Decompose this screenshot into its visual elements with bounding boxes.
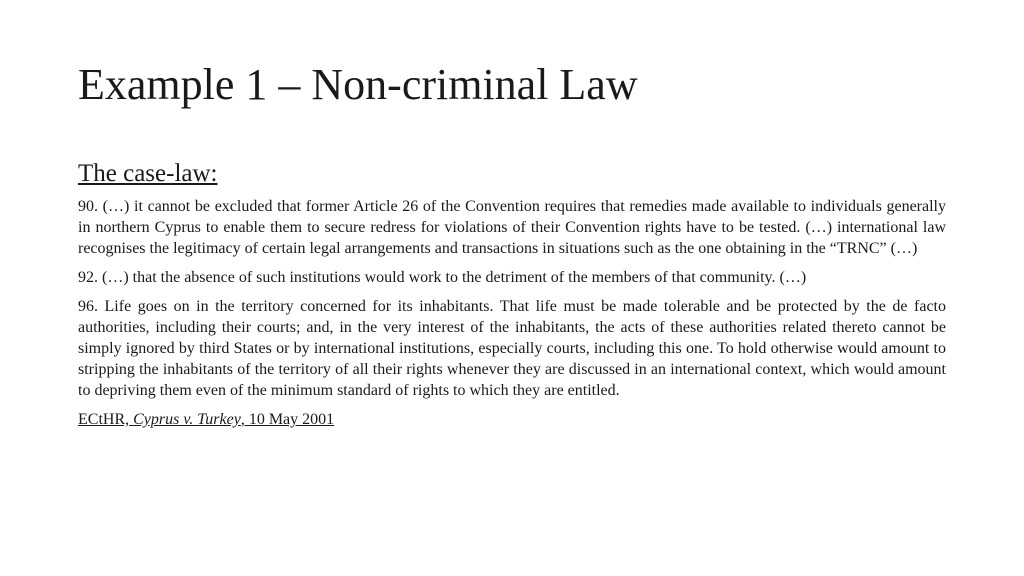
slide-content (78, 158, 946, 430)
citation-court: ECtHR, (78, 411, 134, 428)
slide-title: Example 1 – Non-criminal Law (78, 60, 638, 109)
case-citation (78, 409, 334, 430)
citation-case-name: Cyprus v. Turkey (133, 411, 241, 428)
paragraph-96: 96. Life goes on in the territory concerned for its inhabitants. That life must be made tolerable and be protected by the de facto authorities, including their courts; and, in the very interest of the inhabitants, the acts of these authorities related thereto cannot be simply ignored by third States or by international institutions, especially courts, including this one. To hold otherwise would amount to stripping the inhabitants of the territory of all their rights whenever they are discussed in an international context, which would amount to depriving them even of the minimum standard of rights to which they are entitled. (78, 298, 946, 399)
paragraph-90: 90. (…) it cannot be excluded that former Article 26 of the Convention requires that remedies made available to individuals generally in northern Cyprus to enable them to secure redress for violations of their Convention rights have to be tested. (…) international law recognises the legitimacy of certain legal arrangements and transactions in situations such as the one obtaining in the “TRNC” (…) (78, 198, 946, 257)
citation-date: , 10 May 2001 (240, 411, 335, 428)
subheading: The case-law: (78, 160, 218, 187)
paragraph-92: 92. (…) that the absence of such institutions would work to the detriment of the members of that community. (…) (78, 269, 807, 286)
